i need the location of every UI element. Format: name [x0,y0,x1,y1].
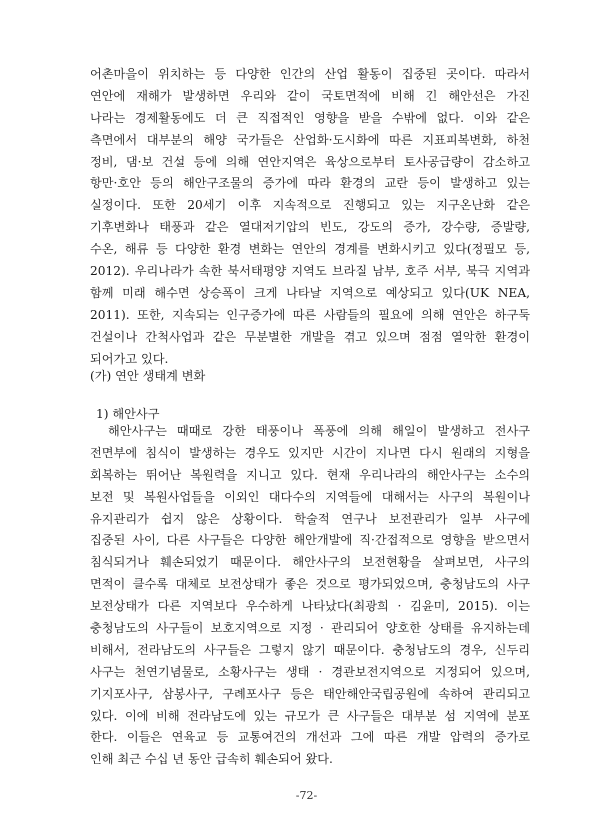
text-line: 침식되거나 훼손되었기 때문이다. 해안사구의 보전현황을 살펴보면, 사구의 [90,555,530,570]
text-line: 측면에서 대부분의 해양 국가들은 산업화·도시화에 따른 지표피복변화, 하천 [90,132,530,147]
text-line: 있다. 이에 비해 전라남도에 있는 규모가 큰 사구들은 대부분 섬 지역에 분포 [90,708,530,723]
text-line: 보전 및 복원사업들을 이외인 대다수의 지역들에 대해서는 사구의 복원이나 [90,489,530,504]
text-line: 건설이나 간척사업과 같은 무분별한 개발을 겪고 있으며 점점 열악한 환경이 [90,329,530,344]
text-line: 충청남도의 사구들이 보호지역으로 지정 · 관리되어 양호한 상태를 유지하는데 [90,621,530,636]
text-line: 연안에 재해가 발생하면 우리와 같이 국토면적에 비해 긴 해안선은 가진 [90,88,530,103]
text-line: 유지관리가 쉽지 않은 상황이다. 학술적 연구나 보전관리가 일부 사구에 [90,511,530,526]
page-number: -72- [295,789,318,802]
text-line: 인해 최근 수십 년 동안 급속히 훼손되어 왔다. [90,752,333,767]
paragraph-coastal-dunes [90,421,530,771]
subsection-heading: 1) 해안사구 [96,407,160,421]
text-line: 2011). 또한, 지속되는 인구증가에 따른 사람들의 필요에 의해 연안은 하구둑 [90,307,530,322]
text-line: 실정이다. 또한 20세기 이후 지속적으로 진행되고 있는 지구온난화 같은 [90,198,530,213]
paragraph-coastal-impact [90,64,530,370]
text-line: 기후변화나 태풍과 같은 열대저기압의 빈도, 강도의 증가, 강수량, 증발량, [90,220,530,235]
text-line: 보전상태가 다른 지역보다 우수하게 나타났다(최광희 · 김윤미, 2015). 이는 [90,599,530,614]
text-line: 어촌마을이 위치하는 등 다양한 인간의 산업 활동이 집중된 곳이다. 따라서 [90,67,530,81]
text-line: 전면부에 침식이 발생하는 경우도 있지만 시간이 지나면 다시 원래의 지형을 [90,445,530,460]
text-line: 나라는 경제활동에도 더 큰 직접적인 영향을 받을 수밖에 없다. 이와 같은 [90,110,530,125]
text-line: 면적이 클수록 대체로 보전상태가 좋은 것으로 평가되었으며, 충청남도의 사구 [90,577,530,592]
text-line: 사구는 천연기념물로, 소황사구는 생태 · 경관보전지역으로 지정되어 있으며, [90,664,530,679]
text-line: 수온, 해류 등 다양한 환경 변화는 연안의 경계를 변화시키고 있다(정필모 등, [90,242,530,257]
text-line: 2012). 우리나라가 속한 북서태평양 지역도 브라질 남부, 호주 서부, 북극 지역과 [90,264,530,279]
text-line: 함께 미래 해수면 상승폭이 크게 나타날 지역으로 예상되고 있다(UK NEA, [90,285,530,300]
text-line: 기지포사구, 삼봉사구, 구례포사구 등은 태안해안국립공원에 속하여 관리되고 [90,686,530,701]
section-heading: (가) 연안 생태계 변화 [90,369,206,383]
text-line: 해안사구는 때때로 강한 태풍이나 폭풍에 의해 해일이 발생하고 전사구 [108,424,530,438]
text-line: 집중된 사이, 다른 사구들은 다양한 해안개발에 직·간접적으로 영향을 받으면서 [90,533,530,548]
text-line: 되어가고 있다. [90,351,169,366]
text-line: 비해서, 전라남도의 사구들은 그렇지 않기 때문이다. 충청남도의 경우, 신두리 [90,642,530,657]
text-line: 정비, 댐·보 건설 등에 의해 연안지역은 육상으로부터 토사공급량이 감소하고 [90,154,530,169]
text-line: 회복하는 뛰어난 복원력을 지니고 있다. 현재 우리나라의 해안사구는 소수의 [90,467,530,482]
text-line: 항만·호안 등의 해안구조물의 증가에 따라 환경의 교란 등이 발생하고 있는 [90,176,530,191]
text-line: 한다. 이들은 연육교 등 교통여건의 개선과 그에 따른 개발 압력의 증가로 [90,730,530,745]
